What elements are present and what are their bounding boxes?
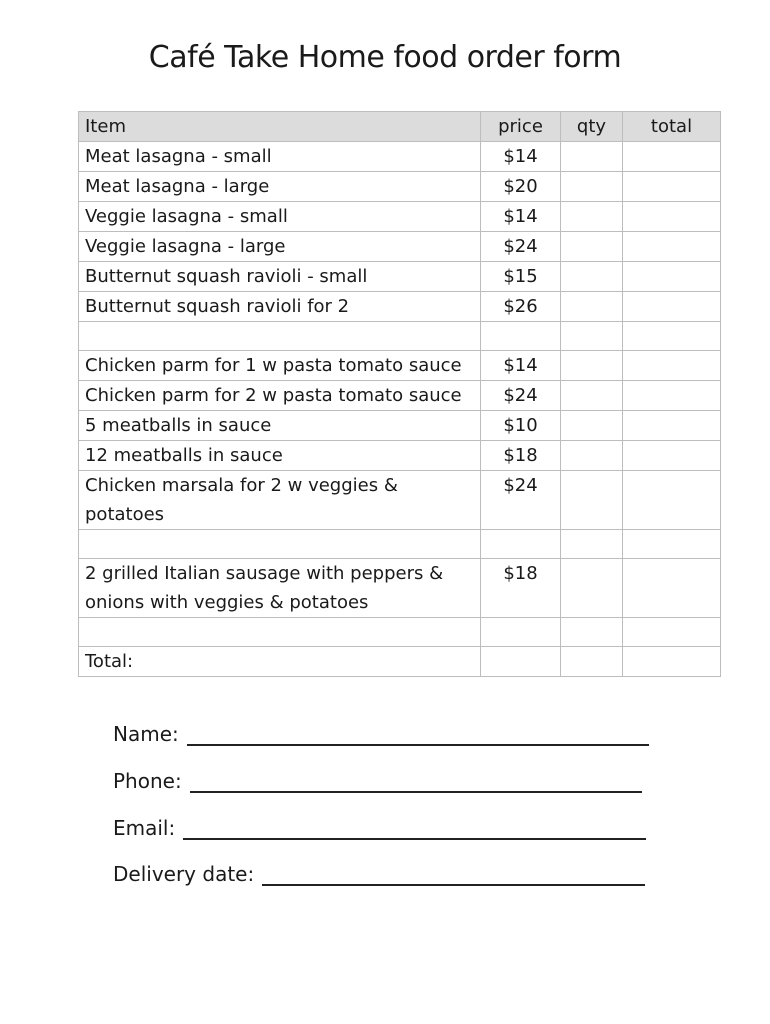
table-row	[79, 232, 721, 262]
header-qty: qty	[561, 112, 623, 142]
price-cell: $20	[481, 172, 561, 202]
qty-cell[interactable]	[561, 232, 623, 262]
qty-cell[interactable]	[561, 351, 623, 381]
item-cell: 5 meatballs in sauce	[79, 411, 481, 441]
price-cell: $15	[481, 262, 561, 292]
qty-cell[interactable]	[561, 142, 623, 172]
table-row-blank	[79, 322, 721, 351]
price-cell	[481, 322, 561, 351]
price-cell	[481, 618, 561, 647]
table-row	[79, 441, 721, 471]
item-cell: Chicken parm for 2 w pasta tomato sauce	[79, 381, 481, 411]
qty-cell[interactable]	[561, 647, 623, 677]
item-cell	[79, 322, 481, 351]
email-field	[113, 816, 646, 840]
phone-label: Phone:	[113, 769, 182, 793]
total-cell[interactable]	[623, 618, 721, 647]
qty-cell[interactable]	[561, 381, 623, 411]
price-cell: $24	[481, 471, 561, 530]
table-row	[79, 202, 721, 232]
price-cell	[481, 647, 561, 677]
total-label: Total:	[79, 647, 481, 677]
price-cell: $26	[481, 292, 561, 322]
item-cell: Veggie lasagna - small	[79, 202, 481, 232]
qty-cell[interactable]	[561, 530, 623, 559]
qty-cell[interactable]	[561, 292, 623, 322]
total-cell[interactable]	[623, 262, 721, 292]
grand-total-cell[interactable]	[623, 647, 721, 677]
qty-cell[interactable]	[561, 172, 623, 202]
header-price: price	[481, 112, 561, 142]
order-table	[78, 111, 721, 677]
table-header-row	[79, 112, 721, 142]
table-row	[79, 262, 721, 292]
total-cell[interactable]	[623, 202, 721, 232]
table-row	[79, 471, 721, 530]
delivery-date-field	[113, 862, 645, 886]
qty-cell[interactable]	[561, 441, 623, 471]
qty-cell[interactable]	[561, 322, 623, 351]
table-row	[79, 142, 721, 172]
total-cell[interactable]	[623, 322, 721, 351]
qty-cell[interactable]	[561, 618, 623, 647]
qty-cell[interactable]	[561, 202, 623, 232]
email-label: Email:	[113, 816, 176, 840]
total-cell[interactable]	[623, 232, 721, 262]
table-row	[79, 559, 721, 618]
name-label: Name:	[113, 722, 179, 746]
item-cell: Butternut squash ravioli for 2	[79, 292, 481, 322]
price-cell: $10	[481, 411, 561, 441]
item-cell	[79, 530, 481, 559]
item-cell: 12 meatballs in sauce	[79, 441, 481, 471]
total-cell[interactable]	[623, 172, 721, 202]
table-row	[79, 381, 721, 411]
total-cell[interactable]	[623, 411, 721, 441]
total-cell[interactable]	[623, 559, 721, 618]
table-row	[79, 172, 721, 202]
total-cell[interactable]	[623, 351, 721, 381]
page-title: Café Take Home food order form	[148, 40, 622, 75]
item-cell: Meat lasagna - large	[79, 172, 481, 202]
qty-cell[interactable]	[561, 559, 623, 618]
price-cell: $24	[481, 381, 561, 411]
name-field	[113, 722, 649, 746]
item-cell: Chicken parm for 1 w pasta tomato sauce	[79, 351, 481, 381]
item-cell: Meat lasagna - small	[79, 142, 481, 172]
item-cell: 2 grilled Italian sausage with peppers & onions with veggies & potatoes	[79, 559, 481, 618]
item-cell: Butternut squash ravioli - small	[79, 262, 481, 292]
price-cell: $24	[481, 232, 561, 262]
delivery-date-label: Delivery date:	[113, 862, 255, 886]
phone-field	[113, 769, 642, 793]
total-cell[interactable]	[623, 530, 721, 559]
table-row-blank	[79, 618, 721, 647]
total-cell[interactable]	[623, 381, 721, 411]
qty-cell[interactable]	[561, 471, 623, 530]
total-cell[interactable]	[623, 471, 721, 530]
table-row	[79, 292, 721, 322]
total-cell[interactable]	[623, 441, 721, 471]
price-cell: $14	[481, 202, 561, 232]
table-row	[79, 411, 721, 441]
qty-cell[interactable]	[561, 411, 623, 441]
item-cell	[79, 618, 481, 647]
total-cell[interactable]	[623, 292, 721, 322]
total-row	[79, 647, 721, 677]
email-input-line[interactable]	[183, 818, 646, 840]
qty-cell[interactable]	[561, 262, 623, 292]
delivery-date-input-line[interactable]	[262, 864, 645, 886]
header-item: Item	[79, 112, 481, 142]
price-cell: $18	[481, 559, 561, 618]
price-cell: $18	[481, 441, 561, 471]
item-cell: Chicken marsala for 2 w veggies & potatoes	[79, 471, 481, 530]
item-cell: Veggie lasagna - large	[79, 232, 481, 262]
price-cell: $14	[481, 142, 561, 172]
total-cell[interactable]	[623, 142, 721, 172]
price-cell	[481, 530, 561, 559]
table-row	[79, 351, 721, 381]
header-total: total	[623, 112, 721, 142]
phone-input-line[interactable]	[190, 771, 642, 793]
table-row-blank	[79, 530, 721, 559]
price-cell: $14	[481, 351, 561, 381]
name-input-line[interactable]	[187, 724, 649, 746]
